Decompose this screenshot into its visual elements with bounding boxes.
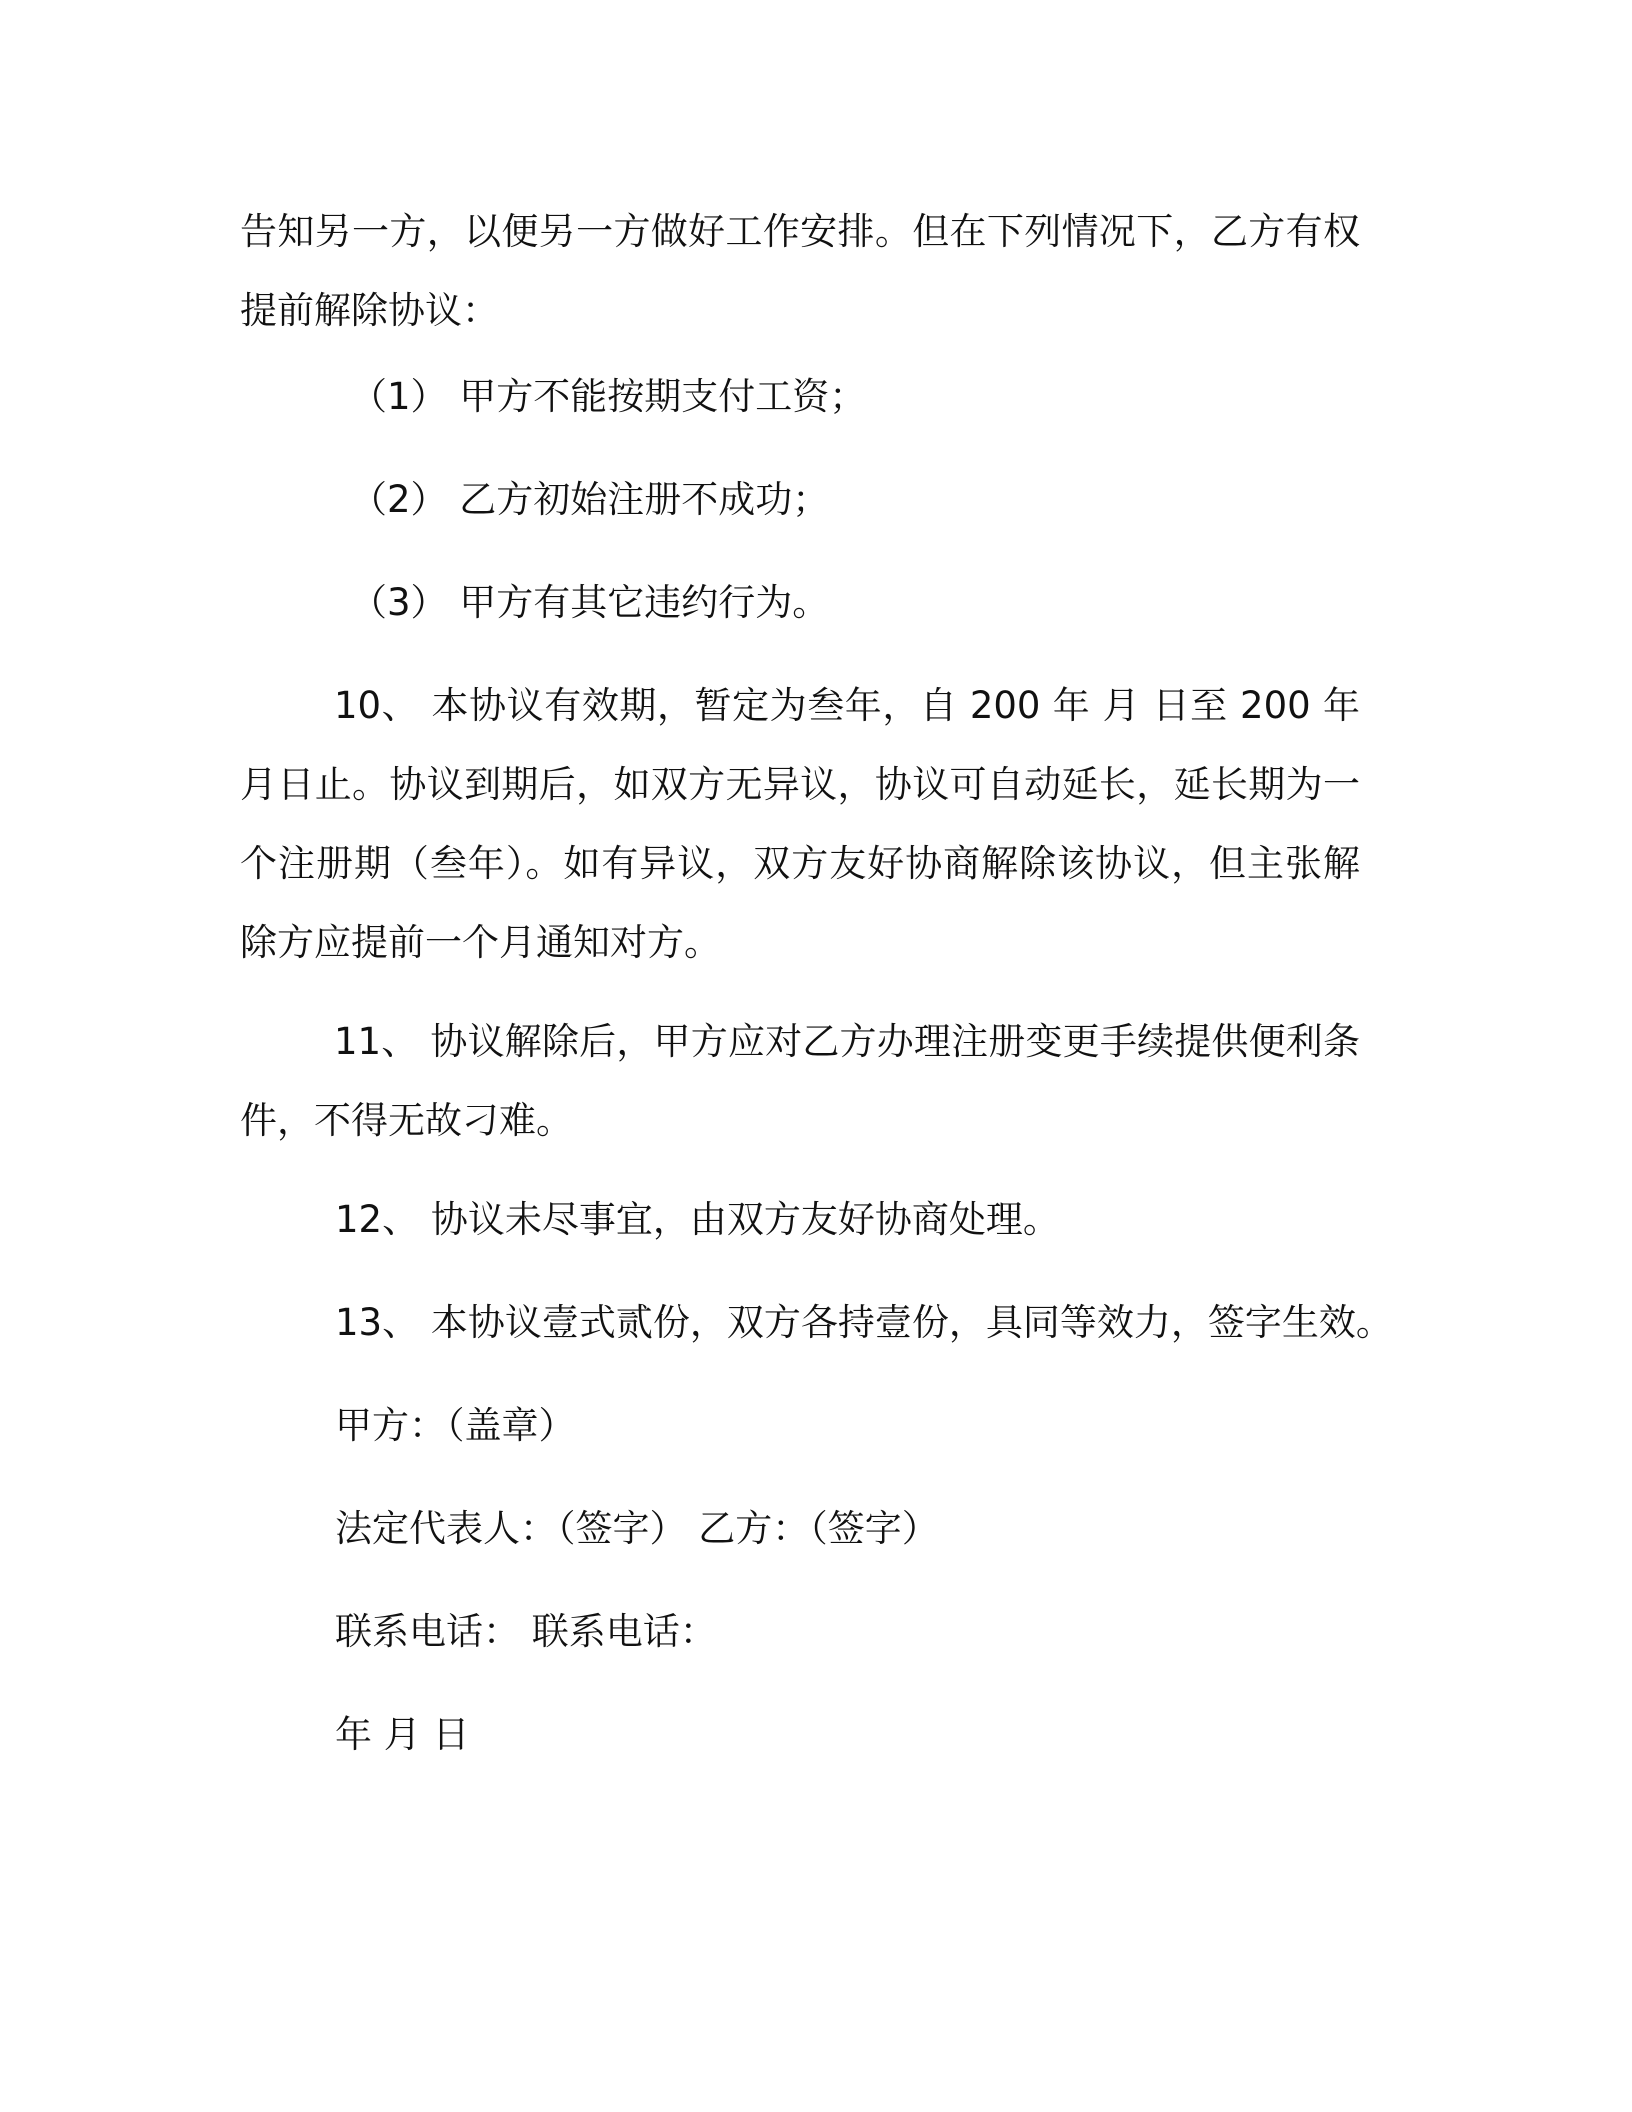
party-a-seal-line: 甲方：（盖章） (335, 1404, 576, 1447)
termination-item-1: （1） 甲方不能按期支付工资； (350, 375, 867, 418)
termination-item-3: （3） 甲方有其它违约行为。 (350, 581, 830, 624)
clause-13-paragraph: 13、 本协议壹式贰份，双方各持壹份，具同等效力，签字生效。 (335, 1301, 1393, 1344)
termination-item-2: （2） 乙方初始注册不成功； (350, 478, 830, 521)
signature-line: 法定代表人：（签字） 乙方：（签字） (335, 1507, 939, 1550)
contact-phone-line: 联系电话： 联系电话： (335, 1610, 717, 1653)
intro-paragraph: 告知另一方，以便另一方做好工作安排。但在下列情况下，乙方有权提前解除协议： (240, 210, 1360, 332)
clause-12-paragraph: 12、 协议未尽事宜，由双方友好协商处理。 (335, 1198, 1060, 1241)
clause-11-paragraph: 11、 协议解除后，甲方应对乙方办理注册变更手续提供便利条件，不得无故刁难。 (240, 1020, 1360, 1142)
date-line: 年 月 日 (335, 1713, 470, 1756)
clause-10-paragraph: 10、 本协议有效期，暂定为叁年，自 200 年 月 日至 200 年 月日止。协议到期后，如双方无异议，协议可自动延长，延长期为一个注册期（叁年）。如有异议，双方友好协商解除该协议，但主张解除方应提前一个月通知对方。 (240, 684, 1360, 964)
